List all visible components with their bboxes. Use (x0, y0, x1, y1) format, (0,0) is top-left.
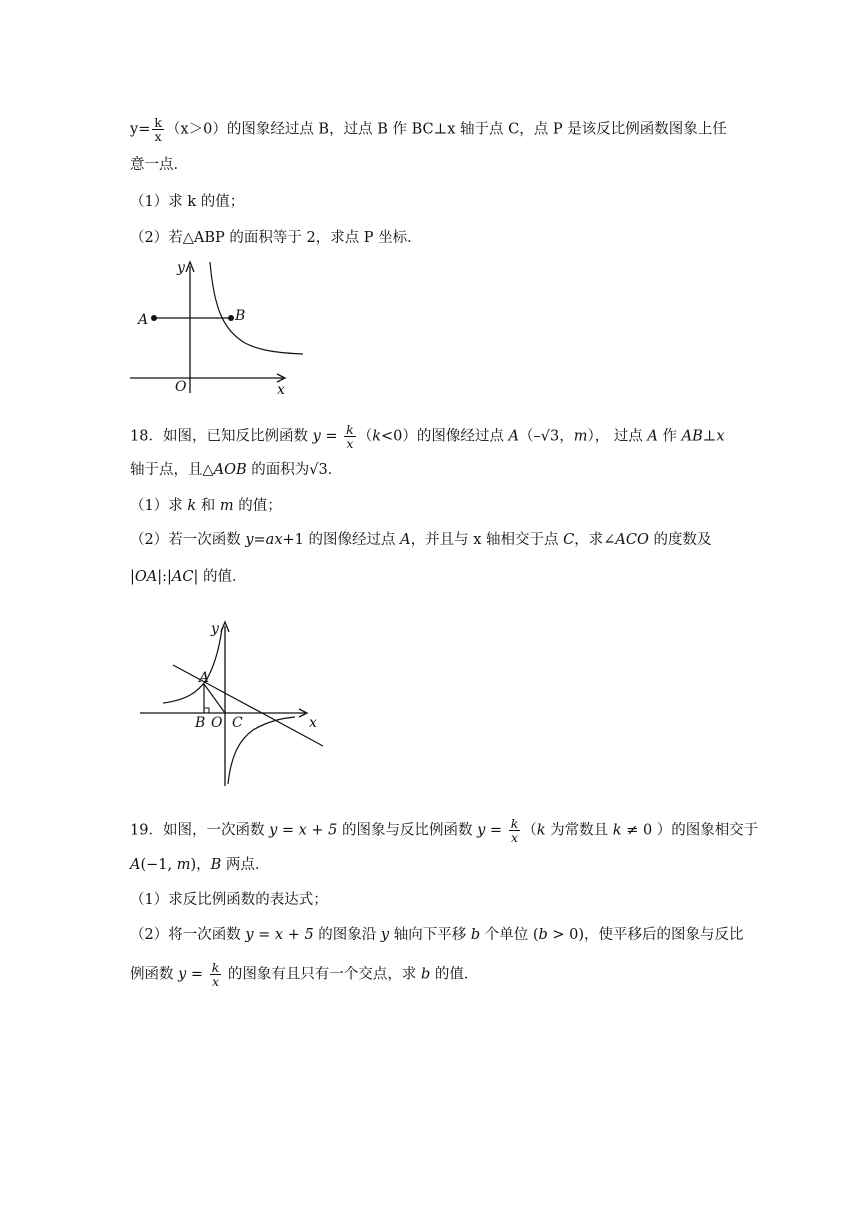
p17-fig-label-O: O (175, 379, 187, 395)
p17-figure (125, 258, 315, 398)
p17-fig-label-x: x (277, 382, 285, 398)
p18-fig-label-O: O (211, 715, 223, 731)
p19-question-2: （2）将一次函数 y = x + 5 的图象沿 y 轴向下平移 b 个单位 (b > 0)，使平移后的图象与反比 (130, 927, 744, 943)
p17-line-2: 意一点． (130, 157, 188, 173)
p18-fraction: $\frac{k}{x}$ (346, 422, 354, 451)
p17-fig-label-B: B (235, 308, 246, 324)
p18-question-2-cont: |OA|:|AC| 的值． (130, 569, 247, 585)
p17-question-1: （1）求 k 的值； (130, 194, 245, 210)
p17-line-1 (130, 116, 727, 143)
p18-fig-label-B: B (195, 715, 206, 731)
p19-fraction: $\frac{k}{x}$ (510, 816, 519, 845)
p18-line-1: 18．如图，已知反比例函数 y = $\frac{k}{x}$ （k<0）的图像经过点 A（–√3，m）， 过点 A 作 AB⊥x (130, 422, 725, 451)
p17-fraction: $\frac{k}{x}$ (154, 115, 162, 144)
p17-fig-label-y: y (177, 260, 185, 276)
p19-line-1: 19．如图，一次函数 y = x + 5 的图象与反比例函数 y = $\frac{k}{x}$ （k 为常数且 k ≠ 0 ）的图象相交于 (130, 816, 759, 845)
p19-fraction-2: $\frac{k}{x}$ (211, 960, 220, 989)
p18-fig-label-x: x (309, 715, 317, 731)
p17-text: y= (130, 121, 151, 138)
p18-fig-label-C: C (232, 715, 243, 731)
p17-fig-label-A: A (138, 312, 149, 328)
p19-question-2-cont: 例函数 y = $\frac{k}{x}$ 的图象有且只有一个交点，求 b 的值． (130, 960, 479, 989)
p18-line-2: 轴于点，且△AOB 的面积为√3． (130, 462, 343, 478)
p19-question-1: （1）求反比例函数的表达式； (130, 892, 328, 908)
p17-question-2: （2）若△ABP 的面积等于 2，求点 P 坐标． (130, 230, 422, 246)
p18-figure (135, 616, 335, 791)
p18-question-2: （2）若一次函数 y=ax+1 的图像经过点 A，并且与 x 轴相交于点 C，求∠ACO 的度数及 (130, 532, 712, 548)
p17-text: （x＞0）的图象经过点 B，过点 B 作 BC⊥x 轴于点 C，点 P 是该反比例函数图象上任 (165, 121, 727, 138)
p18-fig-label-y: y (211, 621, 219, 637)
p18-question-1: （1）求 k 和 m 的值； (130, 498, 282, 514)
p18-fig-label-A: A (199, 670, 210, 686)
p19-line-2: A(−1, m)，B 两点． (130, 857, 270, 873)
